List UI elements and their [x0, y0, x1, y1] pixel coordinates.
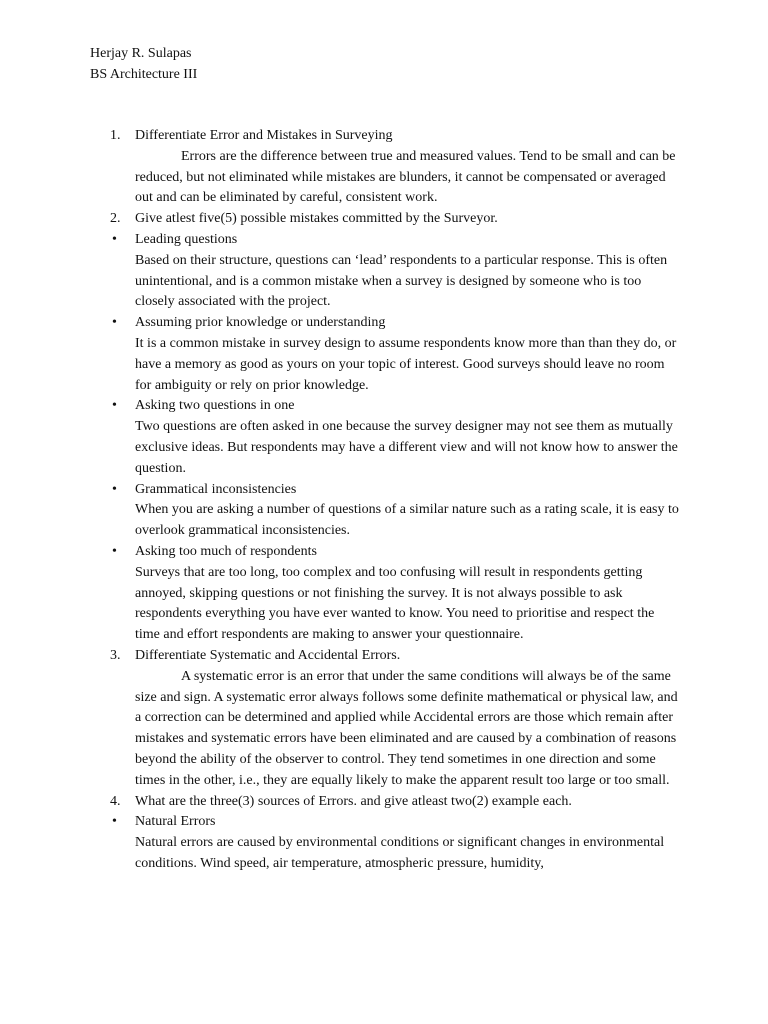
list-item: [110, 396, 680, 479]
item-heading: What are the three(3) sources of Errors. and give atleast two(2) example each.: [135, 793, 572, 809]
author-course: BS Architecture III: [90, 66, 198, 82]
item-text: Based on their structure, questions can ‘lead’ respondents to a particular response. This is often unintentional, and is a common mistake when a survey is designed by someone who is too closely associated with the project.: [135, 252, 668, 310]
item-text: Natural errors are caused by environmental conditions or significant changes in environmental conditions. Wind speed, air temperature, atmospheric pressure, humidity,: [135, 835, 665, 871]
item-text: Two questions are often asked in one because the survey designer may not see them as mutually exclusive ideas. But respondents may have a different view and will not know how to answer the question.: [135, 419, 678, 476]
list-marker: 2.: [110, 211, 121, 227]
list-item: [110, 209, 680, 230]
list-item: [110, 230, 680, 313]
list-item: [110, 812, 680, 874]
list-item: [110, 313, 680, 396]
list-item: [110, 542, 680, 646]
item-text: Surveys that are too long, too complex and too confusing will result in respondents getting annoyed, skipping questions or not finishing the survey. It is not always possible to ask respondents everything you have ever wanted to know. You need to prioritise and respect the time and effort respondents are making to answer your questionnaire.: [135, 564, 655, 643]
list-marker: 4.: [110, 793, 121, 809]
item-text: When you are asking a number of questions of a similar nature such as a rating scale, it is easy to overlook grammatical inconsistencies.: [135, 502, 679, 539]
list-marker: 1.: [110, 128, 121, 143]
author-name: Herjay R. Sulapas: [90, 46, 192, 61]
item-heading: Asking two questions in one: [135, 398, 295, 414]
bullet-marker: •: [112, 231, 117, 247]
item-heading: Asking too much of respondents: [135, 543, 317, 559]
item-text: A systematic error is an error that under the same conditions will always be of the same size and sign. A systematic error always follows some definite mathematical or physical law, and a correction can be determined and applied while Accidental errors are those which remain after mistakes and systematic errors have been eliminated and are caused by a combination of reasons beyond the ability of the observer to control. They tend sometimes in one direction and some times in the other, i.e., they are equally likely to make the apparent result too large or too small.: [135, 668, 678, 788]
item-heading: Grammatical inconsistencies: [135, 481, 297, 497]
bullet-marker: •: [112, 315, 117, 331]
item-heading: Differentiate Error and Mistakes in Surveying: [135, 128, 393, 143]
bullet-marker: •: [112, 814, 117, 830]
item-heading: Differentiate Systematic and Accidental Errors.: [135, 647, 401, 663]
bullet-marker: •: [112, 481, 117, 497]
document-header: [90, 44, 197, 86]
list-item: [110, 792, 680, 813]
list-item: [110, 126, 680, 209]
item-heading: Give atlest five(5) possible mistakes committed by the Surveyor.: [135, 211, 498, 227]
item-text: Errors are the difference between true and measured values. Tend to be small and can be reduced, but not eliminated while mistakes are blunders, it cannot be compensated or averaged out and can be eliminated by careful, consistent work.: [135, 148, 676, 206]
bullet-marker: •: [112, 398, 117, 414]
item-heading: Natural Errors: [135, 814, 216, 830]
list-item: [110, 480, 680, 542]
item-heading: Leading questions: [135, 231, 238, 247]
item-heading: Assuming prior knowledge or understanding: [135, 315, 386, 331]
item-text: It is a common mistake in survey design to assume respondents know more than than they do, or have a memory as good as yours on your topic of interest. Good surveys should leave no room for ambiguity or rely on prior knowledge.: [135, 335, 677, 393]
list-item: [110, 646, 680, 792]
document-body: [110, 126, 680, 875]
bullet-marker: •: [112, 543, 117, 559]
list-marker: 3.: [110, 647, 121, 663]
